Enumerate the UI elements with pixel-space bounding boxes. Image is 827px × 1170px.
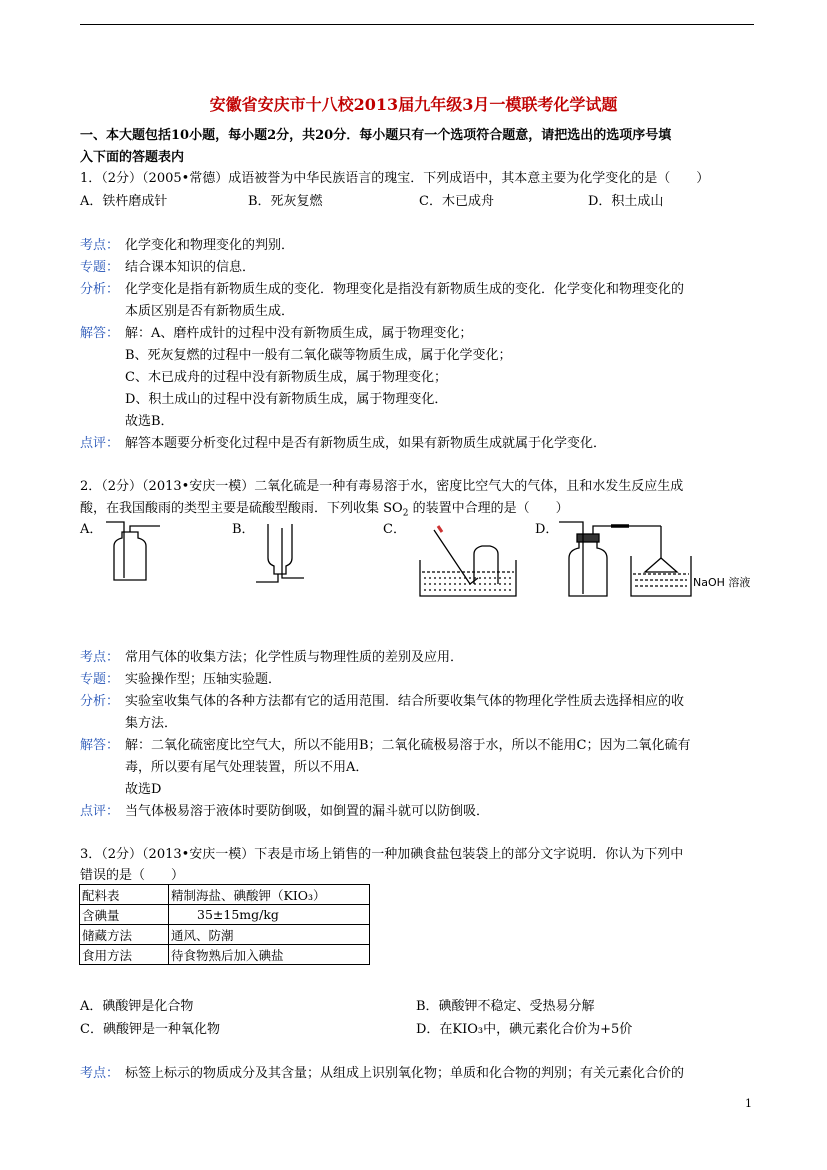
q2-option-c-label: C．: [383, 522, 406, 537]
q1-fenxi-line1: 化学变化是指有新物质生成的变化．物理变化是指没有新物质生成的变化．化学变化和物理变化的: [125, 282, 685, 297]
table-row: [80, 885, 370, 905]
q1-jieda-line4: D、积土成山的过程中没有新物质生成，属于物理变化．: [125, 392, 448, 407]
q2-jieda-label: 解答：: [80, 738, 120, 753]
q1-kaodian-label: 考点：: [80, 238, 120, 253]
q3-option-c: C．碘酸钾是一种氧化物: [80, 1022, 220, 1037]
q1-dianping-label: 点评：: [80, 436, 120, 451]
table-row: [80, 945, 370, 965]
q1-option-a: A．铁杵磨成针: [80, 194, 168, 209]
page-number: 1: [745, 1097, 752, 1110]
table-cell: 35±15mg/kg: [169, 905, 370, 925]
table-cell: 精制海盐、碘酸钾（KIO₃）: [169, 885, 370, 905]
q3-kaodian-label: 考点：: [80, 1066, 120, 1081]
q2-option-b-label: B．: [232, 522, 255, 537]
q1-jieda-line2: B、死灰复燃的过程中一般有二氧化碳等物质生成，属于化学变化；: [125, 348, 512, 363]
q2-jieda-line1: 解：二氧化硫密度比空气大，所以不能用B；二氧化硫极易溶于水，所以不能用C；因为二氧化硫有: [125, 738, 691, 753]
apparatus-c-figure: [412, 518, 522, 600]
table-cell: 食用方法: [80, 945, 169, 965]
naoh-solution-label: NaOH 溶液: [693, 576, 751, 589]
q1-jieda-line3: C、木已成舟的过程中没有新物质生成，属于物理变化；: [125, 370, 447, 385]
table-row: [80, 925, 370, 945]
q1-stem: 1．（2分）（2005•常德）成语被誉为中华民族语言的瑰宝．下列成语中，其本意主要为化学变化的是（ ）: [80, 171, 710, 186]
q2-fenxi-line1: 实验室收集气体的各种方法都有它的适用范围．结合所要收集气体的物理化学性质去选择相应的收: [125, 694, 685, 709]
q2-stem-line1: 2．（2分）（2013•安庆一模）二氧化硫是一种有毒易溶于水，密度比空气大的气体，且和水发生反应生成: [80, 479, 684, 494]
q1-fenxi-label: 分析：: [80, 282, 120, 297]
q2-stem-line2: 酸，在我国酸雨的类型主要是硫酸型酸雨．下列收集 $SO_2$ 的装置中合理的是（ ）: [80, 501, 569, 519]
section-heading-line2: 入下面的答题表内: [80, 150, 185, 165]
q1-zhuanti: 结合课本知识的信息．: [125, 260, 256, 275]
q2-dianping-label: 点评：: [80, 804, 120, 819]
table-cell: 待食物熟后加入碘盐: [169, 945, 370, 965]
page-title: 安徽省安庆市十八校2013届九年级3月一模联考化学试题: [209, 95, 618, 114]
q1-fenxi-line2: 本质区别是否有新物质生成．: [125, 304, 295, 319]
q1-option-b: B．死灰复燃: [248, 194, 323, 209]
q1-option-c: C．木已成舟: [419, 194, 494, 209]
header-rule: [80, 24, 754, 25]
q2-jieda-line3: 故选D: [125, 782, 162, 797]
q1-dianping: 解答本题要分析变化过程中是否有新物质生成，如果有新物质生成就属于化学变化．: [125, 436, 607, 451]
salt-label-table: [79, 884, 370, 965]
q2-kaodian: 常用气体的收集方法；化学性质与物理性质的差别及应用．: [125, 650, 464, 665]
q1-option-d: D．积土成山: [588, 194, 664, 209]
q3-option-d: D．在KIO₃中，碘元素化合价为+5价: [416, 1022, 633, 1037]
apparatus-b-figure: [252, 518, 312, 588]
table-row: [80, 905, 370, 925]
table-cell: 通风、防潮: [169, 925, 370, 945]
q1-zhuanti-label: 专题：: [80, 260, 120, 275]
table-cell: 储藏方法: [80, 925, 169, 945]
q3-stem-line1: 3．（2分）（2013•安庆一模）下表是市场上销售的一种加碘食盐包装袋上的部分文字说明．你认为下列中: [80, 847, 684, 862]
q3-option-a: A．碘酸钾是化合物: [80, 999, 194, 1014]
q2-fenxi-label: 分析：: [80, 694, 120, 709]
table-cell: 含碘量: [80, 905, 169, 925]
table-cell: 配料表: [80, 885, 169, 905]
q2-kaodian-label: 考点：: [80, 650, 120, 665]
q3-stem-line2: 错误的是（ ）: [80, 868, 185, 883]
q3-kaodian: 标签上标示的物质成分及其含量；从组成上识别氧化物；单质和化合物的判别；有关元素化合价的: [125, 1066, 685, 1081]
q1-jieda-line5: 故选B．: [125, 414, 174, 429]
q2-jieda-line2: 毒，所以要有尾气处理装置，所以不用A．: [125, 760, 369, 775]
q2-option-a-label: A．: [80, 522, 103, 537]
q2-zhuanti-label: 专题：: [80, 672, 120, 687]
apparatus-a-figure: [100, 518, 170, 588]
q1-jieda-line1: 解：A、磨杵成针的过程中没有新物质生成，属于物理变化；: [125, 326, 473, 341]
q1-kaodian: 化学变化和物理变化的判别．: [125, 238, 295, 253]
q3-option-b: B．碘酸钾不稳定、受热易分解: [416, 999, 595, 1014]
q2-dianping: 当气体极易溶于液体时要防倒吸，如倒置的漏斗就可以防倒吸．: [125, 804, 490, 819]
q1-jieda-label: 解答：: [80, 326, 120, 341]
q2-option-d-label: D．: [535, 522, 559, 537]
q2-zhuanti: 实验操作型；压轴实验题．: [125, 672, 282, 687]
q2-fenxi-line2: 集方法．: [125, 716, 178, 731]
section-heading-line1: 一、本大题包括10小题，每小题2分，共20分．每小题只有一个选项符合题意，请把选出的选项序号填: [80, 128, 672, 143]
